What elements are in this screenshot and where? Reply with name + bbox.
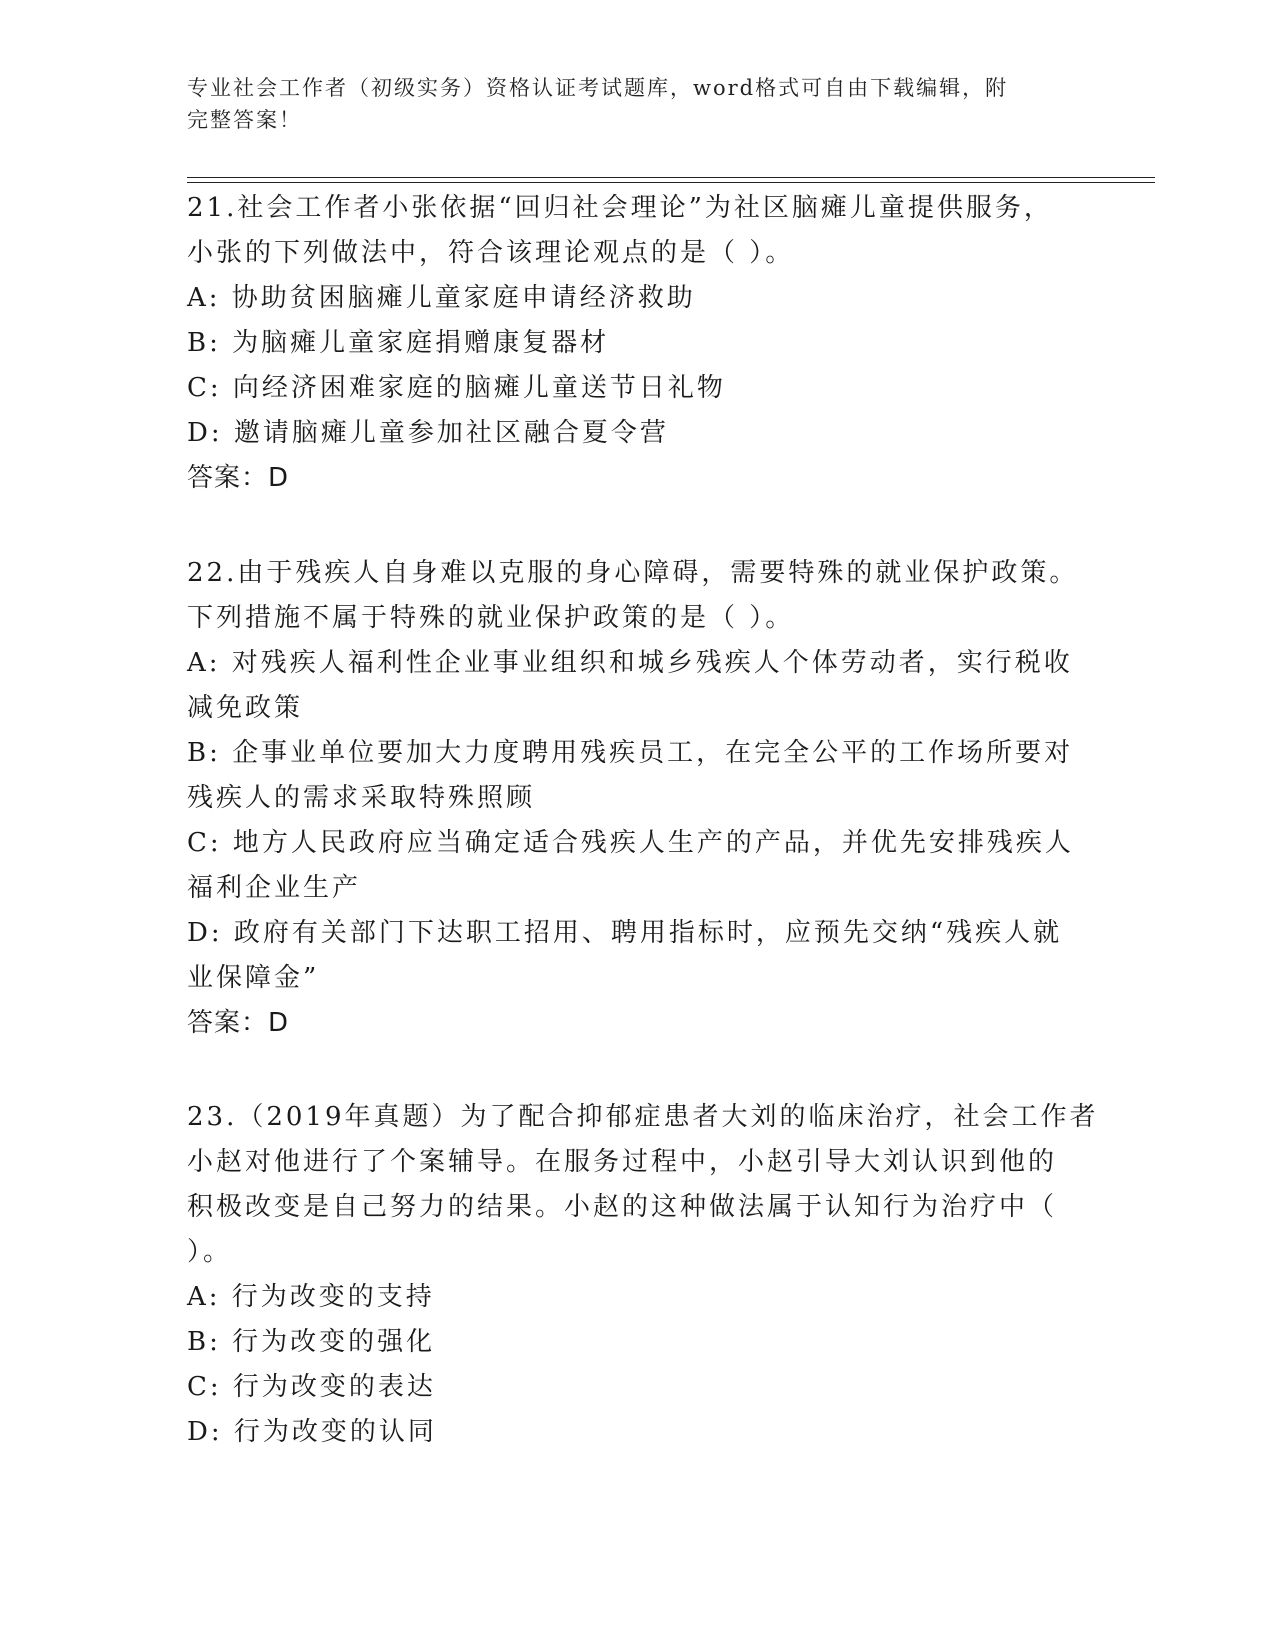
question-stem-line: 22.由于残疾人自身难以克服的身心障碍，需要特殊的就业保护政策。 [187,558,1079,588]
question-stem-line: 小赵对他进行了个案辅导。在服务过程中，小赵引导大刘认识到他的 [187,1147,1058,1177]
question-stem-line: 积极改变是自己努力的结果。小赵的这种做法属于认知行为治疗中（ [187,1192,1058,1222]
question-21 [187,186,1067,501]
option-b [187,1320,1067,1365]
question-stem-line: 小张的下列做法中，符合该理论观点的是（ ）。 [187,238,795,268]
option-a [187,641,1073,731]
option-d [187,911,1067,1001]
option-a [187,1275,1067,1320]
option-line: 残疾人的需求采取特殊照顾 [187,783,536,813]
header-line-1: 专业社会工作者（初级实务）资格认证考试题库，word格式可自由下载编辑，附 [187,76,1009,100]
answer-label: 答案：D [187,463,290,493]
header-divider-bottom [187,182,1155,183]
option-b [187,321,1067,366]
question-stem-line: 下列措施不属于特殊的就业保护政策的是（ ）。 [187,603,795,633]
option-line: D: 政府有关部门下达职工招用、聘用指标时，应预先交纳“残疾人就 [187,918,1063,948]
option-line: A: 对残疾人福利性企业事业组织和城乡残疾人个体劳动者，实行税收 [187,648,1073,678]
option-line: C: 行为改变的表达 [187,1372,436,1402]
question-23 [187,1095,1099,1455]
header-line-2: 完整答案！ [187,108,302,132]
header-divider-top [187,177,1155,178]
option-d [187,1410,1067,1455]
option-a [187,276,1067,321]
question-stem-line: 21.社会工作者小张依据“回归社会理论”为社区脑瘫儿童提供服务， [187,193,1053,223]
option-line: D: 邀请脑瘫儿童参加社区融合夏令营 [187,418,669,448]
option-c [187,1365,1067,1410]
option-c [187,821,1074,911]
option-line: C: 地方人民政府应当确定适合残疾人生产的产品，并优先安排残疾人 [187,828,1074,858]
option-line: B: 行为改变的强化 [187,1327,436,1357]
question-stem-line: ）。 [187,1237,233,1267]
option-d [187,411,1067,456]
option-line: B: 企事业单位要加大力度聘用残疾员工，在完全公平的工作场所要对 [187,738,1074,768]
option-b [187,731,1074,821]
question-stem-line: 23.（2019年真题）为了配合抑郁症患者大刘的临床治疗，社会工作者 [187,1102,1099,1132]
option-line: B: 为脑瘫儿童家庭捐赠康复器材 [187,328,610,358]
question-22 [187,551,1079,1046]
option-line: C: 向经济困难家庭的脑瘫儿童送节日礼物 [187,373,726,403]
option-c [187,366,1067,411]
option-line: D: 行为改变的认同 [187,1417,437,1447]
option-line: 福利企业生产 [187,873,362,903]
answer-label: 答案：D [187,1008,290,1038]
option-line: 业保障金” [187,963,320,993]
option-line: 减免政策 [187,693,304,723]
option-line: A: 行为改变的支持 [187,1282,435,1312]
option-line: A: 协助贫困脑瘫儿童家庭申请经济救助 [187,283,696,313]
page-header [187,72,1067,136]
